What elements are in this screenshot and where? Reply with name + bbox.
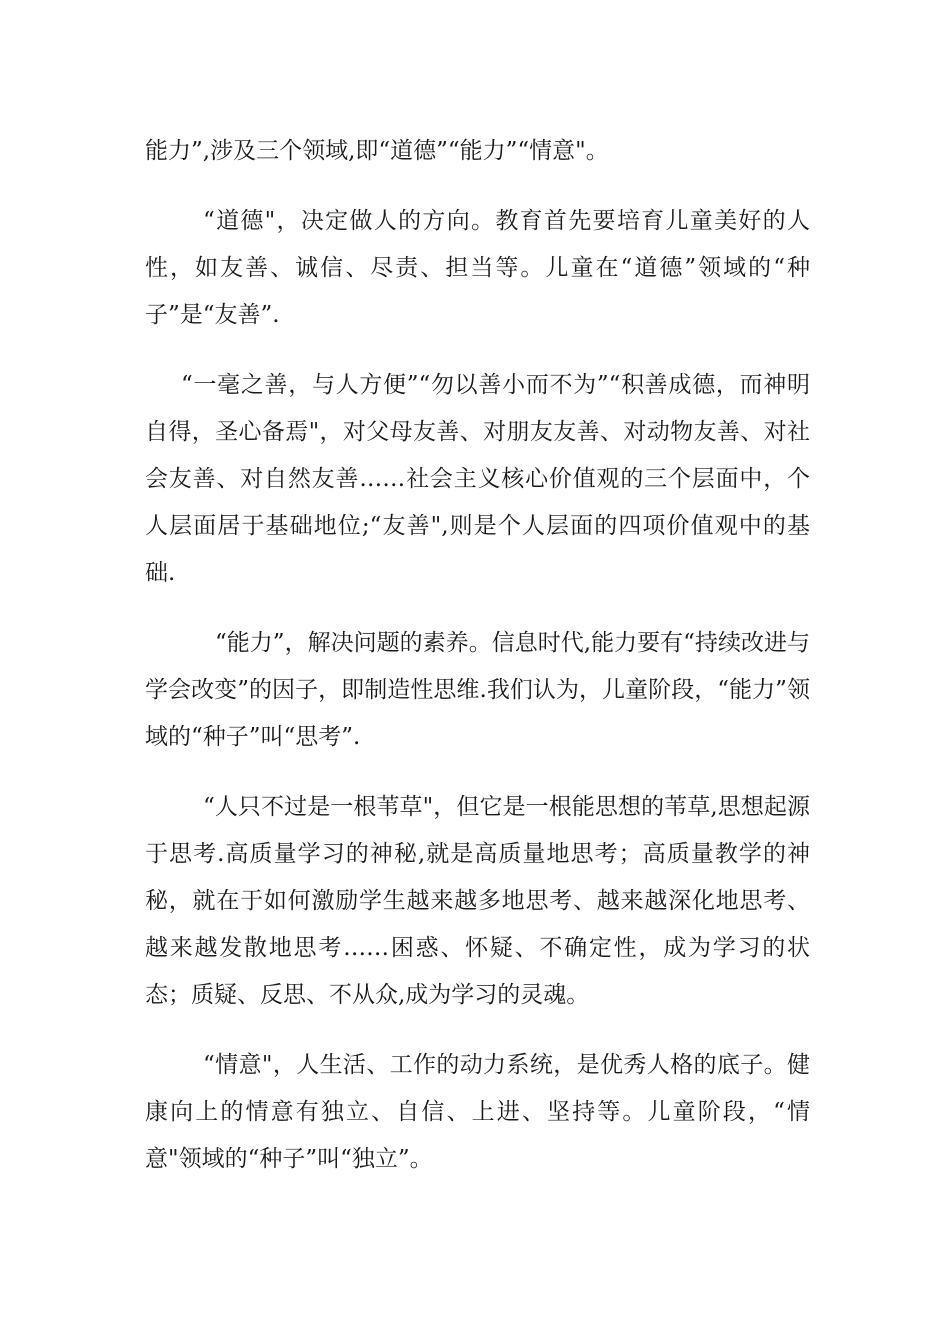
document-body <box>145 128 810 1206</box>
paragraph-ability: “能力”，解决问题的素养。信息时代,能力要有“持续改进与学会改变”的因子，即制造性思维.我们认为，儿童阶段，“能力”领域的“种子”叫“思考”. <box>145 630 810 750</box>
paragraph-morality: “道德"，决定做人的方向。教育首先要培育儿童美好的人性，如友善、诚信、尽责、担当等。儿童在“道德”领域的“种子”是“友善”. <box>145 208 810 328</box>
paragraph-thinking: “人只不过是一根苇草"，但它是一根能思想的苇草,思想起源于思考.高质量学习的神秘,就是高质量地思考；高质量教学的神秘，就在于如何激励学生越来越多地思考、越来越深化地思考、越来越发散地思考……困惑、怀疑、不确定性，成为学习的状态；质疑、反思、不从众,成为学习的灵魂。 <box>145 794 810 1008</box>
paragraph-emotion: “情意"，人生活、工作的动力系统，是优秀人格的底子。健康向上的情意有独立、自信、上进、坚持等。儿童阶段，“情意"领域的“种子”叫“独立”。 <box>145 1052 810 1172</box>
paragraph-kindness-quotes: “一毫之善，与人方便”“勿以善小而不为”“积善成德，而神明自得，圣心备焉"，对父母友善、对朋友友善、对动物友善、对社会友善、对自然友善……社会主义核心价值观的三个层面中，个人层面居于基础地位;“友善",则是个人层面的四项价值观中的基础. <box>145 372 810 586</box>
paragraph-continuation: 能力”,涉及三个领域,即“道德”“能力”“情意"。 <box>145 138 609 164</box>
